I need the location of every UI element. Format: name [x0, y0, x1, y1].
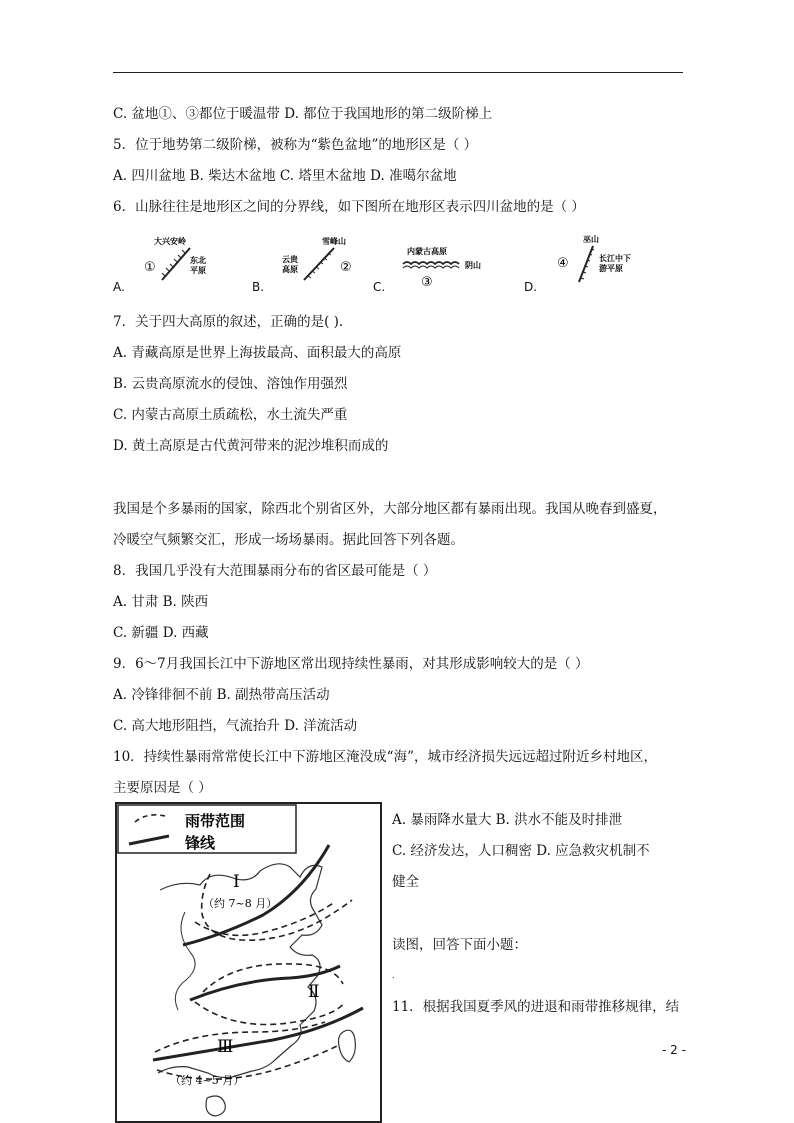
- stray-dot: .: [392, 971, 395, 980]
- q11-stem: 11．根据我国夏季风的进退和雨带推移规律，结: [392, 999, 680, 1015]
- q5-stem: 5．位于地势第二级阶梯，被称为“紫色盆地”的地形区是（ ）: [113, 137, 478, 153]
- q9-options-cd: C. 高大地形阻挡，气流抬升 D. 洋流活动: [113, 718, 358, 734]
- q4-option-cd: C. 盆地①、③都位于暖温带 D. 都位于我国地形的第二级阶梯上: [113, 106, 493, 122]
- svg-text:云贵: 云贵: [282, 255, 298, 264]
- q10-options-cd-cont: 健全: [392, 874, 419, 890]
- q7-option-a: A. 青藏高原是世界上海拔最高、面积最大的高原: [113, 345, 402, 361]
- mountain-label: 雪峰山: [322, 237, 346, 246]
- q8-options-cd: C. 新疆 D. 西藏: [113, 625, 209, 641]
- mountain-label: 阴山: [465, 261, 481, 270]
- side-label: 内蒙古高原: [407, 247, 447, 256]
- q6-option-b-label: B.: [252, 280, 265, 294]
- q10-stem-2: 主要原因是（ ）: [113, 780, 212, 796]
- map-instruction: 读图，回答下面小题：: [392, 937, 527, 953]
- q6-option-a-label: A.: [113, 280, 125, 294]
- zone-3-time: （约 4~5 月）: [170, 1074, 245, 1087]
- q10-options-cd: C. 经济发达，人口稠密 D. 应急救灾机制不: [392, 843, 650, 859]
- q10-options-ab: A. 暴雨降水量大 B. 洪水不能及时排泄: [392, 812, 623, 828]
- q9-options-ab: A. 冷锋徘徊不前 B. 副热带高压活动: [113, 687, 330, 703]
- q8-stem: 8．我国几乎没有大范围暴雨分布的省区最可能是（ ）: [113, 563, 437, 579]
- legend-rain-belt: 雨带范围: [185, 812, 246, 830]
- q7-option-d: D. 黄土高原是古代黄河带来的泥沙堆积而成的: [113, 438, 389, 454]
- zone-1-time: （约 7~8 月）: [203, 897, 278, 910]
- circle-number: ④: [557, 256, 569, 271]
- q6-figure-d: [555, 234, 655, 288]
- q7-option-c: C. 内蒙古高原土质疏松，水土流失严重: [113, 407, 348, 423]
- q6-figure-c: [395, 244, 505, 290]
- q6-figure-a: [140, 236, 230, 288]
- svg-text:长江中下: 长江中下: [599, 254, 631, 263]
- zone-2-label: Ⅱ: [308, 982, 320, 1002]
- q5-options: A. 四川盆地 B. 柴达木盆地 C. 塔里木盆地 D. 准噶尔盆地: [113, 168, 457, 184]
- side-label-2: 平原: [190, 266, 206, 275]
- circle-number: ③: [421, 275, 433, 290]
- q6-option-c-label: C.: [373, 280, 386, 294]
- mountain-label: 巫山: [583, 235, 599, 244]
- legend-front: 锋线: [185, 834, 216, 852]
- q7-option-b: B. 云贵高原流水的侵蚀、溶蚀作用强烈: [113, 376, 348, 392]
- svg-text:高原: 高原: [282, 265, 298, 274]
- rain-belt-map: [115, 802, 382, 1123]
- mountain-label: 大兴安岭: [154, 237, 186, 246]
- page-number: - 2 -: [662, 1043, 686, 1057]
- side-label-1: 东北: [190, 256, 206, 265]
- q6-stem: 6．山脉往往是地形区之间的分界线，如下图所在地形区表示四川盆地的是（ ）: [113, 199, 585, 215]
- q10-stem-1: 10．持续性暴雨常常使长江中下游地区淹没成“海”，城市经济损失远远超过附近乡村地区，: [113, 749, 657, 765]
- header-rule: [113, 72, 683, 73]
- q7-stem: 7．关于四大高原的叙述，正确的是( ).: [113, 314, 344, 330]
- circle-number: ②: [340, 260, 352, 275]
- circle-number: ①: [144, 260, 156, 275]
- q9-stem: 9．6～7月我国长江中下游地区常出现持续性暴雨，对其形成影响较大的是（ ）: [113, 656, 589, 672]
- passage-line-1: 我国是个多暴雨的国家，除西北个别省区外，大部分地区都有暴雨出现。我国从晚春到盛夏，: [113, 501, 667, 517]
- q8-options-ab: A. 甘肃 B. 陕西: [113, 594, 209, 610]
- zone-1-label: Ⅰ: [233, 872, 240, 892]
- q6-option-d-label: D.: [524, 280, 538, 294]
- q6-figure-b: [280, 236, 370, 288]
- svg-text:游平原: 游平原: [599, 264, 623, 273]
- passage-line-2: 冷暖空气频繁交汇，形成一场场暴雨。据此回答下列各题。: [113, 532, 464, 548]
- zone-3-label: Ⅲ: [217, 1037, 234, 1057]
